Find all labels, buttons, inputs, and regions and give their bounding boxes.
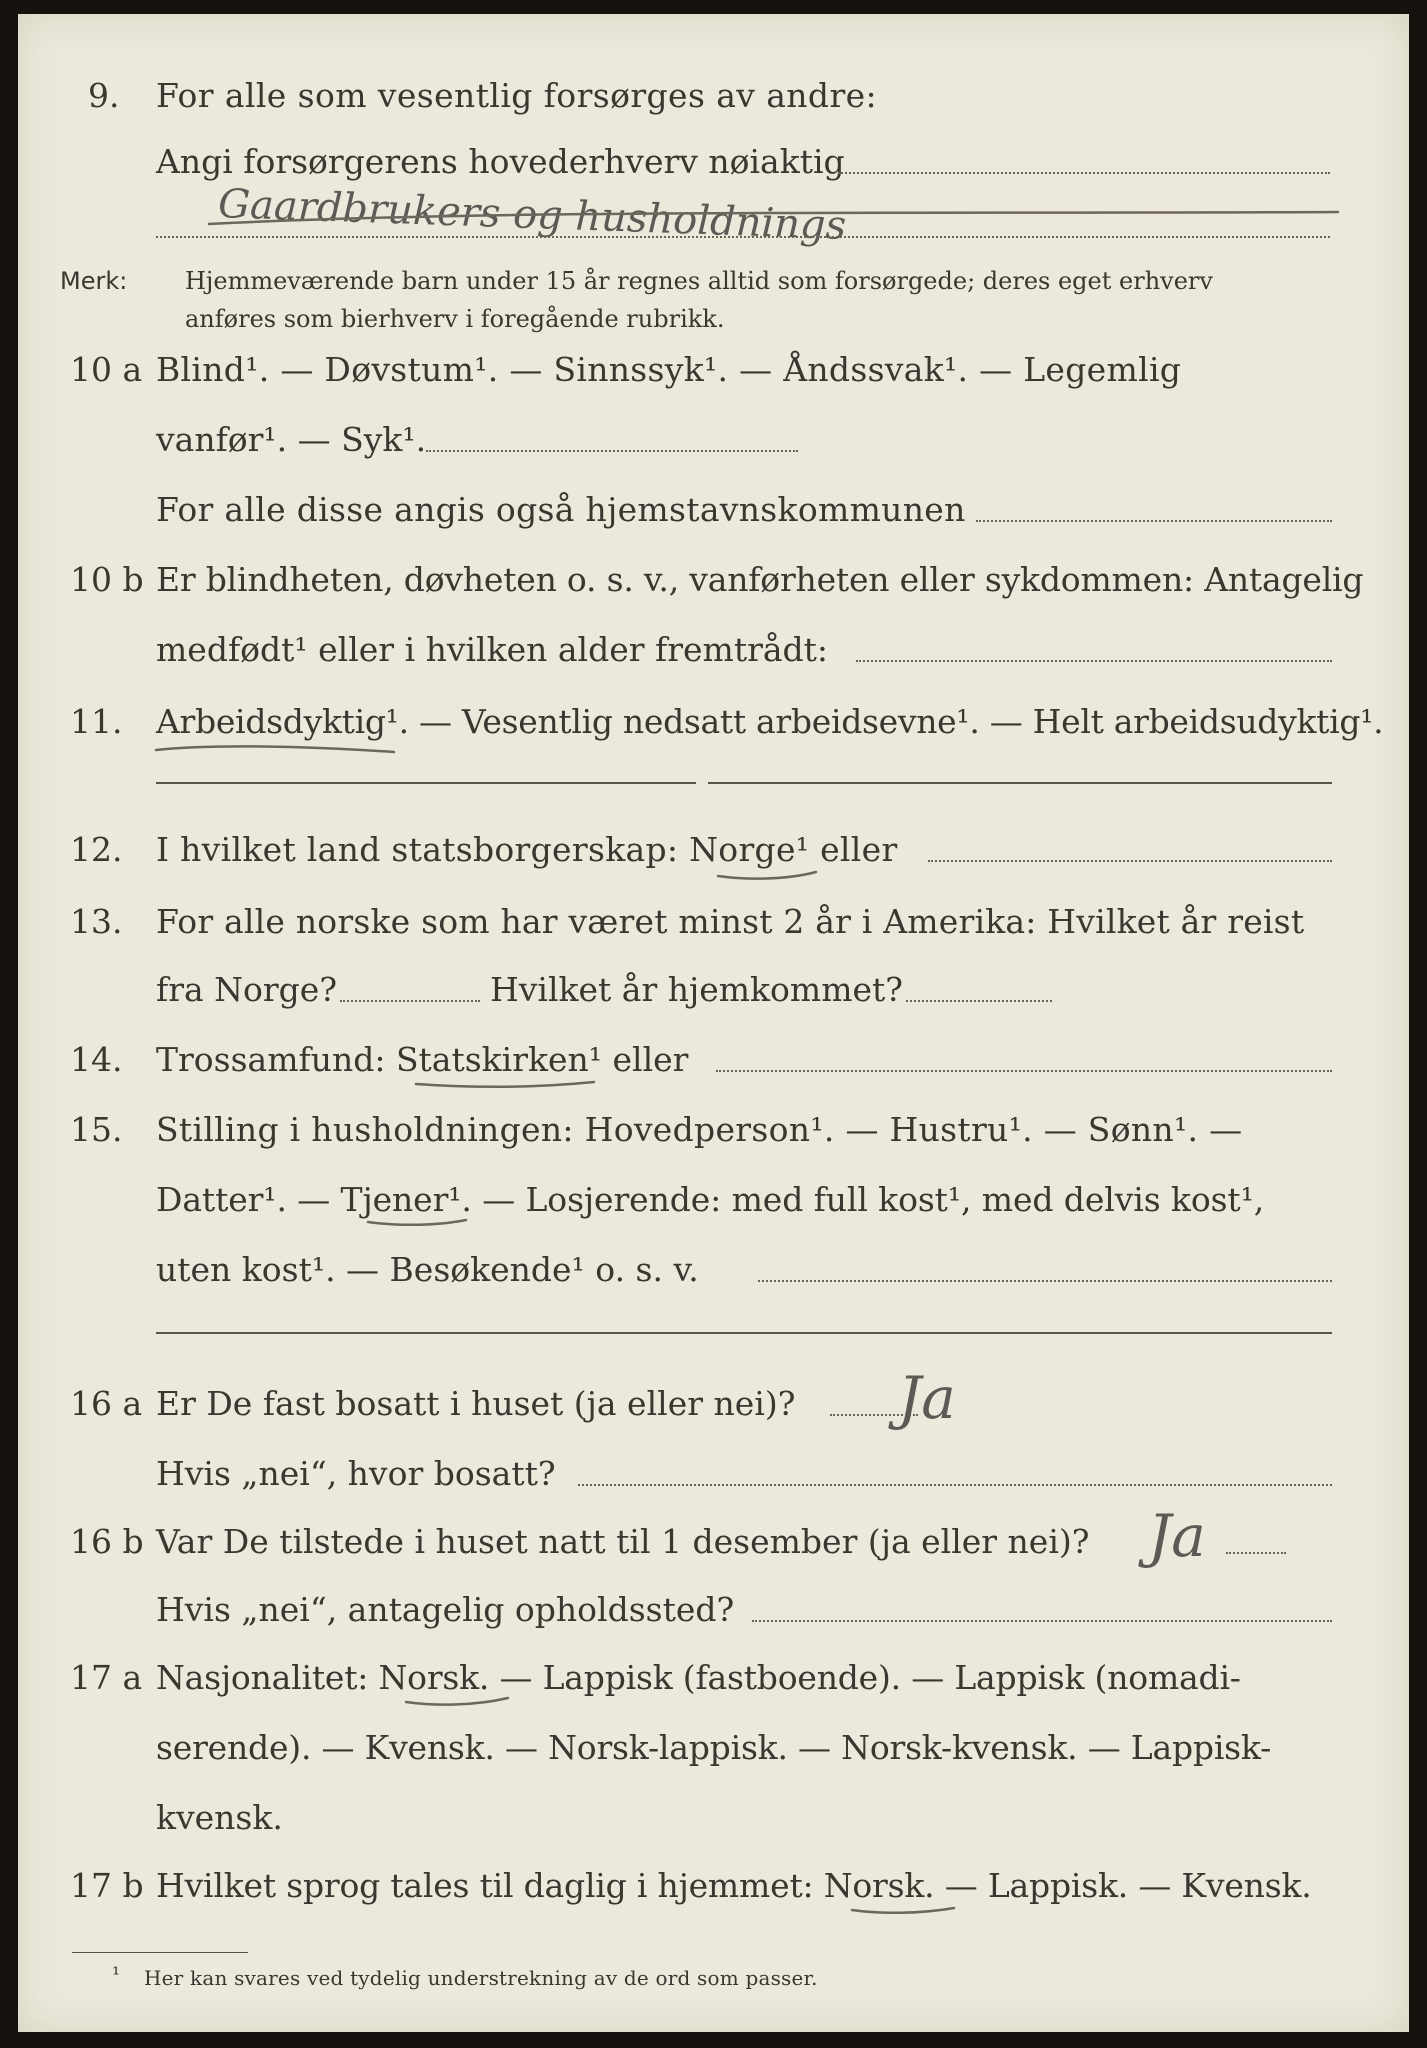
- q13-returned-line: [906, 1000, 1052, 1002]
- q13-line2b: Hvilket år hjemkommet?: [490, 970, 903, 1009]
- q16b-location-line: [752, 1620, 1332, 1622]
- q17b-line1: Hvilket sprog tales til daglig i hjemmet: Norsk. — Lappisk. — Kvensk.: [156, 1866, 1312, 1905]
- q12-line1: I hvilket land statsborgerskap: Norge¹ eller: [156, 830, 898, 869]
- q17b-underline-mark: [850, 1898, 960, 1922]
- q15-line2: Datter¹. — Tjener¹. — Losjerende: med full kost¹, med delvis kost¹,: [156, 1180, 1265, 1219]
- census-form-page: [18, 14, 1409, 2032]
- q16b-number: 16 b: [70, 1522, 144, 1561]
- q9-line1: For alle som vesentlig forsørges av andre:: [156, 76, 878, 115]
- merk-line2: anføres som bierhverv i foregående rubrikk.: [185, 305, 725, 333]
- q17a-line1: Nasjonalitet: Norsk. — Lappisk (fastboende). — Lappisk (nomadi-: [156, 1658, 1241, 1697]
- q9-strikethrough: [208, 204, 1348, 244]
- q17b-number: 17 b: [70, 1866, 144, 1905]
- q14-underline-mark: [414, 1072, 604, 1096]
- q13-line2a: fra Norge?: [156, 970, 338, 1009]
- q16b-line1: Var De tilstede i huset natt til 1 desember (ja eller nei)?: [156, 1522, 1090, 1561]
- q10b-line1: Er blindheten, døvheten o. s. v., vanførheten eller sykdommen: Antagelig: [156, 560, 1364, 599]
- q9-number: 9.: [88, 76, 120, 115]
- q10a-line3: For alle disse angis også hjemstavnskommunen: [156, 490, 966, 529]
- q9-handwritten-answer: Gaardbrukers og husholdnings: [217, 181, 847, 249]
- q16b-handwritten-answer: Ja: [1148, 1502, 1206, 1570]
- q10b-answer-line: [856, 660, 1332, 662]
- q11-separator-right: [708, 782, 1332, 784]
- q13-departed-line: [340, 1000, 480, 1002]
- q17a-number: 17 a: [70, 1658, 143, 1697]
- q15-line3: uten kost¹. — Besøkende¹ o. s. v.: [156, 1250, 699, 1289]
- q10a-hometown-line: [976, 520, 1332, 522]
- merk-label: Merk:: [60, 267, 128, 295]
- q17a-underline-mark: [404, 1690, 514, 1714]
- q10a-line1: Blind¹. — Døvstum¹. — Sinnssyk¹. — Åndssvak¹. — Legemlig: [156, 350, 1182, 389]
- q15-separator: [156, 1332, 1332, 1334]
- q16b-answer-line: [1226, 1552, 1286, 1554]
- q12-underline-mark: [716, 862, 826, 888]
- footnote-rule: [72, 1952, 248, 1953]
- q14-number: 14.: [70, 1040, 123, 1079]
- q10a-line2: vanfør¹. — Syk¹.: [156, 420, 427, 459]
- q12-answer-line: [928, 860, 1332, 862]
- q15-number: 15.: [70, 1110, 123, 1149]
- q11-separator-left: [156, 782, 696, 784]
- q11-line1: Arbeidsdyktig¹. — Vesentlig nedsatt arbeidsevne¹. — Helt arbeidsudyktig¹.: [156, 702, 1384, 741]
- q12-number: 12.: [70, 830, 123, 869]
- q11-number: 11.: [70, 702, 123, 741]
- q16a-residence-line: [578, 1484, 1332, 1486]
- q14-line1: Trossamfund: Statskirken¹ eller: [156, 1040, 689, 1079]
- q10a-number: 10 a: [70, 350, 143, 389]
- q16a-handwritten-answer: Ja: [898, 1364, 956, 1432]
- merk-line1: Hjemmeværende barn under 15 år regnes alltid som forsørgede; deres eget erhverv: [185, 267, 1213, 295]
- q16a-line2: Hvis „nei“, hvor bosatt?: [156, 1454, 556, 1493]
- q9-answer-line: [838, 172, 1330, 174]
- q16a-number: 16 a: [70, 1384, 143, 1423]
- q16b-line2: Hvis „nei“, antagelig opholdssted?: [156, 1590, 735, 1629]
- q15-underline-mark: [366, 1210, 476, 1234]
- footnote-mark: ¹: [112, 1962, 121, 1986]
- q11-underline-mark: [154, 734, 404, 764]
- q16a-line1: Er De fast bosatt i huset (ja eller nei)?: [156, 1384, 796, 1423]
- q10b-line2: medfødt¹ eller i hvilken alder fremtrådt:: [156, 630, 829, 669]
- q15-answer-line: [758, 1280, 1332, 1282]
- q10b-number: 10 b: [70, 560, 144, 599]
- footnote-text: Her kan svares ved tydelig understrekning av de ord som passer.: [144, 1966, 818, 1990]
- q15-line1: Stilling i husholdningen: Hovedperson¹. — Hustru¹. — Sønn¹. —: [156, 1110, 1243, 1149]
- q9-answer-line-2: [156, 236, 1330, 238]
- q13-number: 13.: [70, 902, 123, 941]
- q13-line1: For alle norske som har været minst 2 år i Amerika: Hvilket år reist: [156, 902, 1305, 941]
- q17a-line2: serende). — Kvensk. — Norsk-lappisk. — Norsk-kvensk. — Lappisk-: [156, 1728, 1272, 1767]
- q14-answer-line: [716, 1070, 1332, 1072]
- q17a-line3: kvensk.: [156, 1798, 283, 1837]
- q9-line2: Angi forsørgerens hovederhverv nøiaktig: [156, 142, 845, 181]
- q10a-answer-line: [426, 450, 798, 452]
